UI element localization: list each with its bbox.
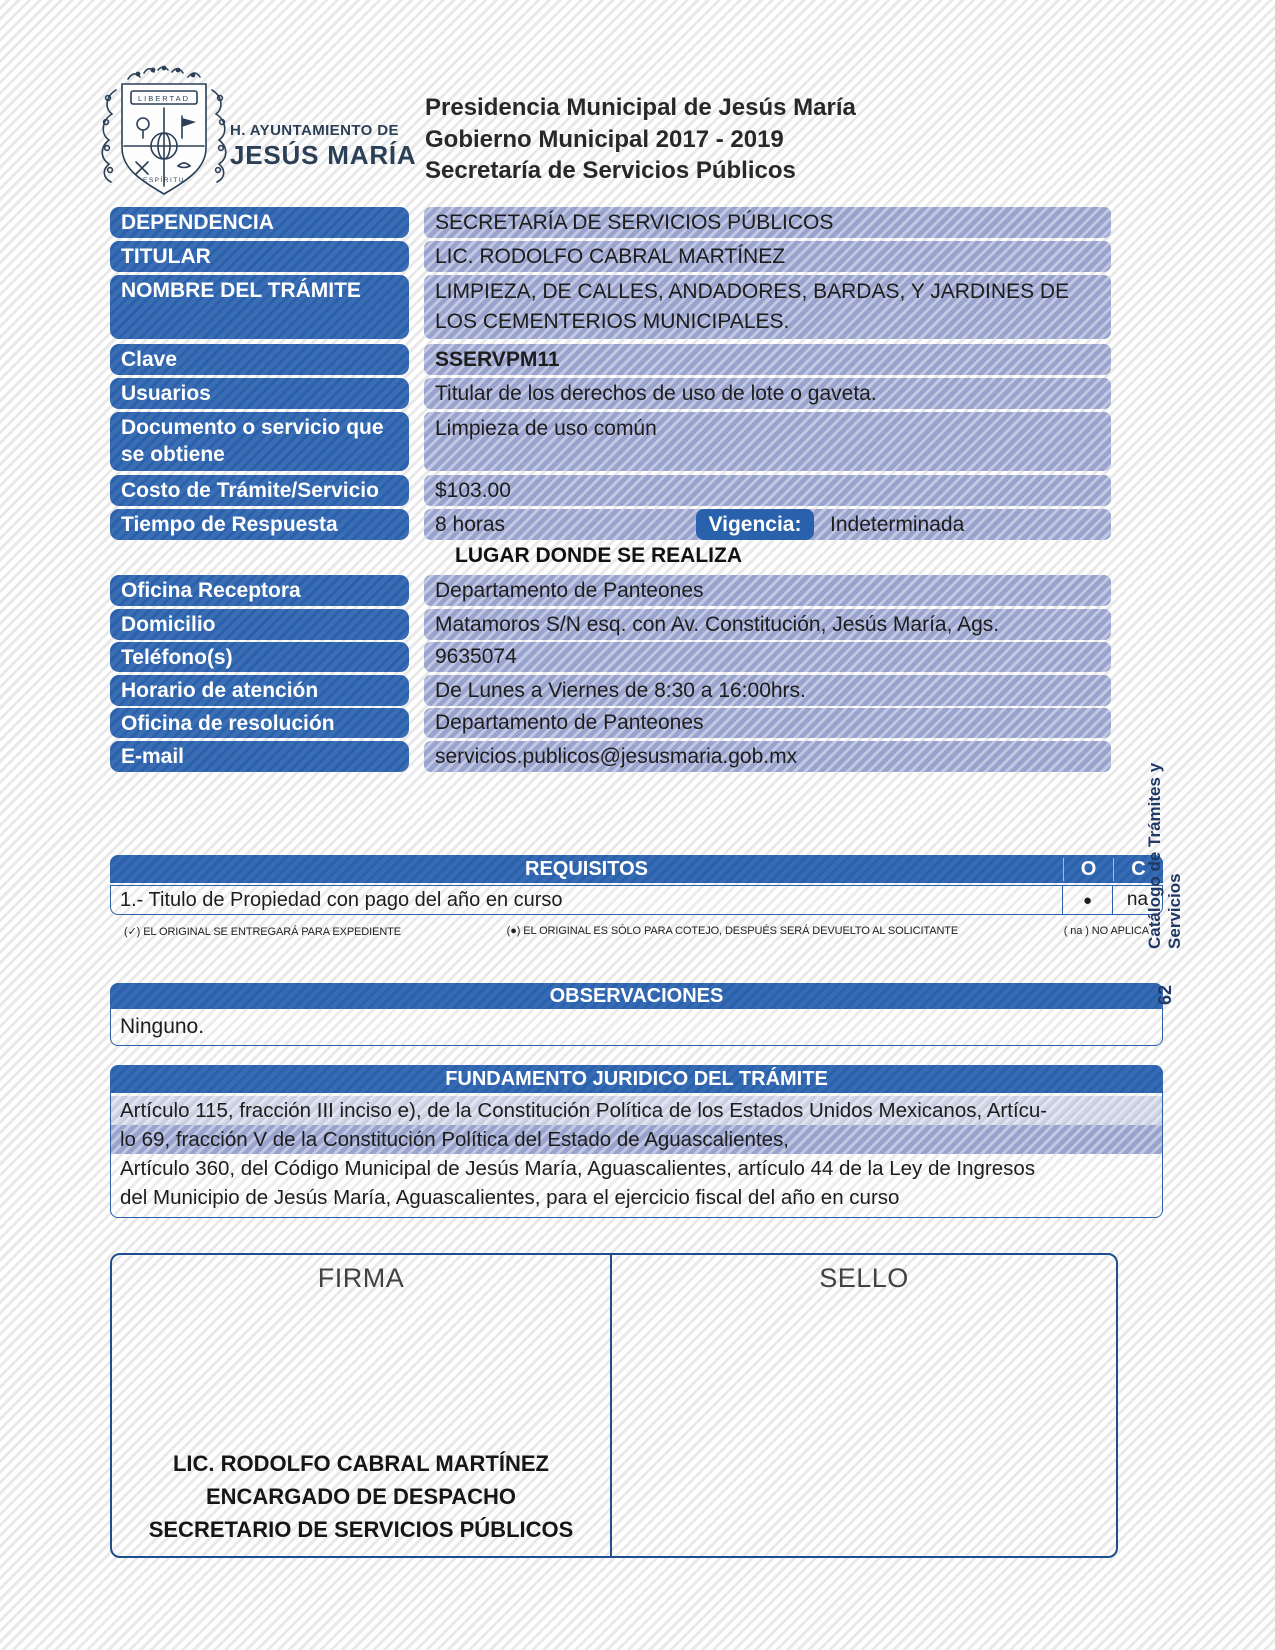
header-title-line-2: Gobierno Municipal 2017 - 2019 [425, 125, 784, 153]
row-value: 9635074 [424, 642, 1111, 672]
requisito-row [110, 885, 1163, 915]
row-value: SSERVPM11 [424, 344, 1111, 375]
row-value: Limpieza de uso común [424, 412, 1111, 471]
response-time-text: 8 horas [435, 512, 506, 536]
legend-item-expediente: (✓) EL ORIGINAL SE ENTREGARÁ PARA EXPEDIENTE [124, 926, 402, 938]
row-value [424, 275, 1111, 339]
info-row-clave [110, 344, 1111, 375]
legend-item-cotejo: (●) EL ORIGINAL ES SÓLO PARA COTEJO, DESPUÉS SERÁ DEVUELTO AL SOLICITANTE [506, 925, 959, 937]
row-label: Clave [110, 344, 409, 375]
firma-sello-table [110, 1253, 1118, 1558]
header-title-line-3: Secretaría de Servicios Públicos [425, 157, 796, 184]
row-value: $103.00 [424, 475, 1111, 506]
row-value: Departamento de Panteones [424, 708, 1111, 738]
fundamento-line: Artículo 360, del Código Municipal de Jesús María, Aguascalientes, artículo 44 de la Ley de Ingresos [120, 1156, 1036, 1180]
requisitos-title: REQUISITOS [525, 857, 648, 880]
info-row-tiempo-respuesta [110, 509, 1111, 540]
row-value: De Lunes a Viernes de 8:30 a 16:00hrs. [424, 675, 1111, 706]
row-label: E-mail [110, 741, 409, 772]
info-row-telefono [110, 642, 1111, 672]
fundamento-body [110, 1093, 1163, 1218]
firma-cell [112, 1255, 612, 1556]
org-name-block [230, 122, 417, 171]
requisitos-header [110, 855, 1163, 883]
signature-line-2: ENCARGADO DE DESPACHO [205, 1484, 517, 1509]
row-value [424, 509, 1111, 540]
info-row-horario [110, 675, 1111, 706]
coat-of-arms-icon [98, 64, 230, 204]
sello-label: SELLO [819, 1263, 909, 1293]
org-name-text: JESÚS MARÍA [230, 140, 417, 170]
row-value: SECRETARÍA DE SERVICIOS PÚBLICOS [424, 207, 1111, 238]
page-number: 62 [1154, 984, 1175, 1005]
row-label: Costo de Trámite/Servicio [110, 475, 409, 506]
observaciones-header: OBSERVACIONES [110, 983, 1163, 1009]
header-title-line-1: Presidencia Municipal de Jesús María [425, 94, 856, 121]
sello-cell [612, 1255, 1116, 1556]
firma-label: FIRMA [317, 1263, 405, 1293]
row-label: Tiempo de Respuesta [110, 509, 409, 540]
requisito-o-mark: ● [1062, 886, 1112, 914]
col-o-header: O [1063, 858, 1113, 881]
crest-motto-top: LIBERTAD [138, 94, 190, 103]
org-small-text: H. AYUNTAMIENTO DE [230, 122, 399, 139]
row-value: Titular de los derechos de uso de lote o gaveta. [424, 378, 1111, 409]
row-label: Teléfono(s) [110, 642, 409, 672]
row-value: Departamento de Panteones [424, 575, 1111, 606]
row-label: Horario de atención [110, 675, 409, 706]
fundamento-line: del Municipio de Jesús María, Aguascalientes, para el ejercicio fiscal del año en curso [120, 1185, 900, 1209]
row-label: Oficina de resolución [110, 708, 409, 738]
info-row-titular [110, 241, 1111, 272]
row-label: Usuarios [110, 378, 409, 409]
fundamento-line: Artículo 115, fracción III inciso e), de la Constitución Política de los Estados Unidos Mexicanos, Artícu- [111, 1096, 1162, 1125]
info-row-documento-servicio [110, 412, 1111, 471]
row-value: servicios.publicos@jesusmaria.gob.mx [424, 741, 1111, 772]
info-row-costo [110, 475, 1111, 506]
requisitos-legend [110, 925, 1163, 938]
signature-line-1: LIC. RODOLFO CABRAL MARTÍNEZ [172, 1451, 549, 1476]
row-label: Documento o servicio que se obtiene [110, 412, 409, 471]
info-row-dependencia [110, 207, 1111, 238]
fundamento-section [110, 1065, 1163, 1218]
col-c-header: C [1113, 858, 1163, 881]
section-lugar-header: LUGAR DONDE SE REALIZA [455, 544, 743, 567]
sidebar-vertical-text [1145, 695, 1184, 1005]
requisito-text: 1.- Titulo de Propiedad con pago del año en curso [120, 888, 563, 911]
info-row-oficina-resolucion [110, 708, 1111, 738]
row-label: DEPENDENCIA [110, 207, 409, 238]
page-title [425, 92, 856, 187]
row-value: LIC. RODOLFO CABRAL MARTÍNEZ [424, 241, 1111, 272]
signature-block [149, 1447, 574, 1546]
observaciones-body: Ninguno. [110, 1009, 1163, 1046]
row-label: TITULAR [110, 241, 409, 272]
vigencia-value: Indeterminada [830, 512, 965, 536]
legend-item-no-aplica: ( na ) NO APLICA [1063, 925, 1149, 937]
vigencia-badge: Vigencia: [696, 509, 814, 540]
row-value: Matamoros S/N esq. con Av. Constitución, Jesús María, Ags. [424, 609, 1111, 640]
catalog-title-vertical: Catálogo de Trámites y Servicios [1145, 762, 1184, 949]
requisito-c-mark: na [1112, 886, 1162, 914]
crest-motto-bottom: ESPÍRITU [143, 177, 185, 184]
row-label: Oficina Receptora [110, 575, 409, 606]
row-value-text: LIMPIEZA, DE CALLES, ANDADORES, BARDAS, Y JARDINES DE LOS CEMENTERIOS MUNICIPALES. [435, 280, 1070, 333]
row-label: Domicilio [110, 609, 409, 640]
observaciones-section [110, 983, 1163, 1046]
info-row-usuarios [110, 378, 1111, 409]
info-row-email [110, 741, 1111, 772]
fundamento-header: FUNDAMENTO JURIDICO DEL TRÁMITE [110, 1065, 1163, 1093]
fundamento-line: lo 69, fracción V de la Constitución Política del Estado de Aguascalientes, [111, 1125, 1162, 1154]
info-row-oficina-receptora [110, 575, 1111, 606]
info-row-domicilio [110, 609, 1111, 640]
signature-line-3: SECRETARIO DE SERVICIOS PÚBLICOS [148, 1517, 574, 1542]
row-label: NOMBRE DEL TRÁMITE [110, 275, 409, 339]
info-row-nombre-tramite [110, 275, 1111, 339]
requisitos-table [110, 855, 1163, 938]
